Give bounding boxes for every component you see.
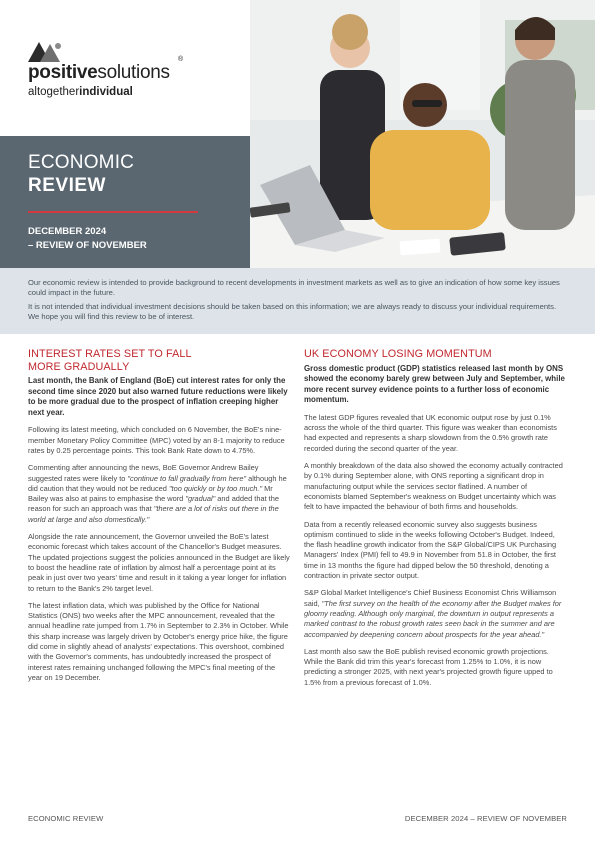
page-title-line1: ECONOMIC xyxy=(28,152,135,173)
article-paragraph xyxy=(28,463,290,525)
quote-span: "The first survey on the health of the economy after the Budget makes for gloomy reading. Although only marginal, the downturn in output represents a marked contrast to the robust growth rates seen back in the summer and are accompanied by deepening concern about prospects for the year ahead." xyxy=(304,598,562,639)
text-span: Mr Bailey was also at pains to emphasise the word xyxy=(28,483,273,504)
brand-name-bold: positive xyxy=(28,62,98,83)
article-paragraph: Data from a recently released economic survey also suggests business optimism continued to slide in the weeks following October's Budget. Indeed, the flash headline growth indicator from the S&P Global/CIPS UK Purchasing Managers' Index (PMI) fell to 49.9 in November from 51.8 in October, the first time in 13 months the figure had dipped below the 50 threshold, denoting a contraction in private sector output. xyxy=(304,519,557,581)
article-paragraph: The latest inflation data, which was published by the Office for National Statistics (ONS) two weeks after the MPC announcement, revealed that the annual headline rate jumped from 1.7% in September to 2.3% in October. While this sharp increase was largely driven by October's energy price hike, the figure did come in slightly ahead of analysts' expectations. This overshoot, combined with the Governor's comments, has undoubtedly increased the prospect of interest rates remaining unchanged following the MPC's final meeting of the year on 19 December. xyxy=(28,600,289,682)
intro-paragraph-2: It is not intended that individual investment decisions should be taken based on this information; we are always ready to discuss your individual requirements. We hope you will find this review to be of interest. xyxy=(28,302,557,322)
hero-photo xyxy=(250,0,595,268)
intro-paragraph-1: Our economic review is intended to provide background to recent developments in investment markets as well as to give an indication of how some key issues could impact in the future. xyxy=(28,278,560,297)
text-span: and added that the reason for such an approach was that xyxy=(28,494,279,514)
quote-span: "continue to fall gradually from here" xyxy=(127,473,247,483)
article-paragraph: Alongside the rate announcement, the Governor unveiled the BoE's latest economic forecast which takes account of the Chancellor's Budget measures. The updated projections suggest the policies announced in the Budget are likely to boost the headline rate of inflation by almost half a percentage point at its peak in just over two years' time and result in it taking a year longer for inflation to return to the Bank's 2% target level. xyxy=(28,532,290,593)
brand-name xyxy=(28,62,170,84)
article-paragraph: Following its latest meeting, which concluded on 6 November, the BoE's nine-member Monetary Policy Committee (MPC) voted by an 8-1 majority to reduce rates by 0.25 percentage points. This took Bank Rate down to 4.75%. xyxy=(28,425,285,455)
intro-band xyxy=(0,268,595,334)
quote-span: "gradual" xyxy=(185,494,216,504)
text-span: Commenting after announcing the news, BoE Governor Andrew Bailey suggested rates were likely to xyxy=(28,463,259,483)
footer-date: DECEMBER 2024 – REVIEW OF NOVEMBER xyxy=(404,814,567,823)
issue-subtitle: – REVIEW OF NOVEMBER xyxy=(28,240,147,251)
title-divider xyxy=(28,211,198,213)
article-paragraph: The latest GDP figures revealed that UK economic output rose by just 0.1% across the whole of the third quarter. This figure was weaker than economists had expected and represents a sharp slowdown from the 0.5% growth rate recorded during the second quarter of the year. xyxy=(304,412,557,453)
article-paragraph: Last month also saw the BoE publish revised economic growth projections. While the Bank did trim this year's forecast from 1.25% to 1.0%, it is now predicting a stronger 2025, with next year's projected growth figure upped to 1.5% from a previous forecast of 1.0%. xyxy=(304,646,553,687)
footer-title: ECONOMIC REVIEW xyxy=(28,814,104,823)
article-heading-interest-rates xyxy=(28,348,290,373)
article-heading-uk-economy: UK ECONOMY LOSING MOMENTUM xyxy=(304,348,492,360)
brand-tagline xyxy=(28,86,133,98)
article-paragraph xyxy=(304,588,566,639)
article-lead: Last month, the Bank of England (BoE) cut interest rates for only the second time since 2020 but also warned future reductions were likely to be more gradual due to the prospect of inflation creeping higher next year. xyxy=(28,376,288,417)
quote-span: "too quickly or by too much." xyxy=(168,483,263,493)
text-span: although he did caution that they would not be reduced xyxy=(28,473,287,493)
hero-banner xyxy=(0,0,595,268)
text-span: S&P Global Market Intelligence's Chief Business Economist Chris Williamson said, xyxy=(304,588,557,608)
office-photo-illustration xyxy=(250,0,595,268)
heading-line2: MORE GRADUALLY xyxy=(28,360,130,373)
article-interest-rates xyxy=(28,348,290,690)
quote-span: "there are a lot of risks out there in the world at large and also domestically." xyxy=(28,504,279,524)
triangles-logo-icon xyxy=(28,42,64,62)
tagline-bold: individual xyxy=(79,86,133,98)
tagline-light: altogether xyxy=(28,86,80,98)
page-title-line2: REVIEW xyxy=(28,175,106,196)
article-paragraph: A monthly breakdown of the data also showed the economy actually contracted by 0.1% during September alone, with ONS reporting a significant drop in manufacturing output while the services sector flatlined. A number of economists blamed September's weakness on Budget uncertainty which was felt to have impacted the behaviour of both firms and households. xyxy=(304,461,563,512)
issue-date: DECEMBER 2024 xyxy=(28,226,107,237)
article-uk-economy xyxy=(304,348,566,695)
logo-area xyxy=(0,0,250,136)
brand-name-rest: solutions xyxy=(97,62,170,83)
registered-mark: ® xyxy=(178,56,184,63)
article-lead: Gross domestic product (GDP) statistics released last month by ONS showed the economy barely grew between July and September, while more recent survey evidence points to a further loss of economic momentum. xyxy=(304,363,565,405)
heading-line1: INTEREST RATES SET TO FALL xyxy=(28,348,192,360)
